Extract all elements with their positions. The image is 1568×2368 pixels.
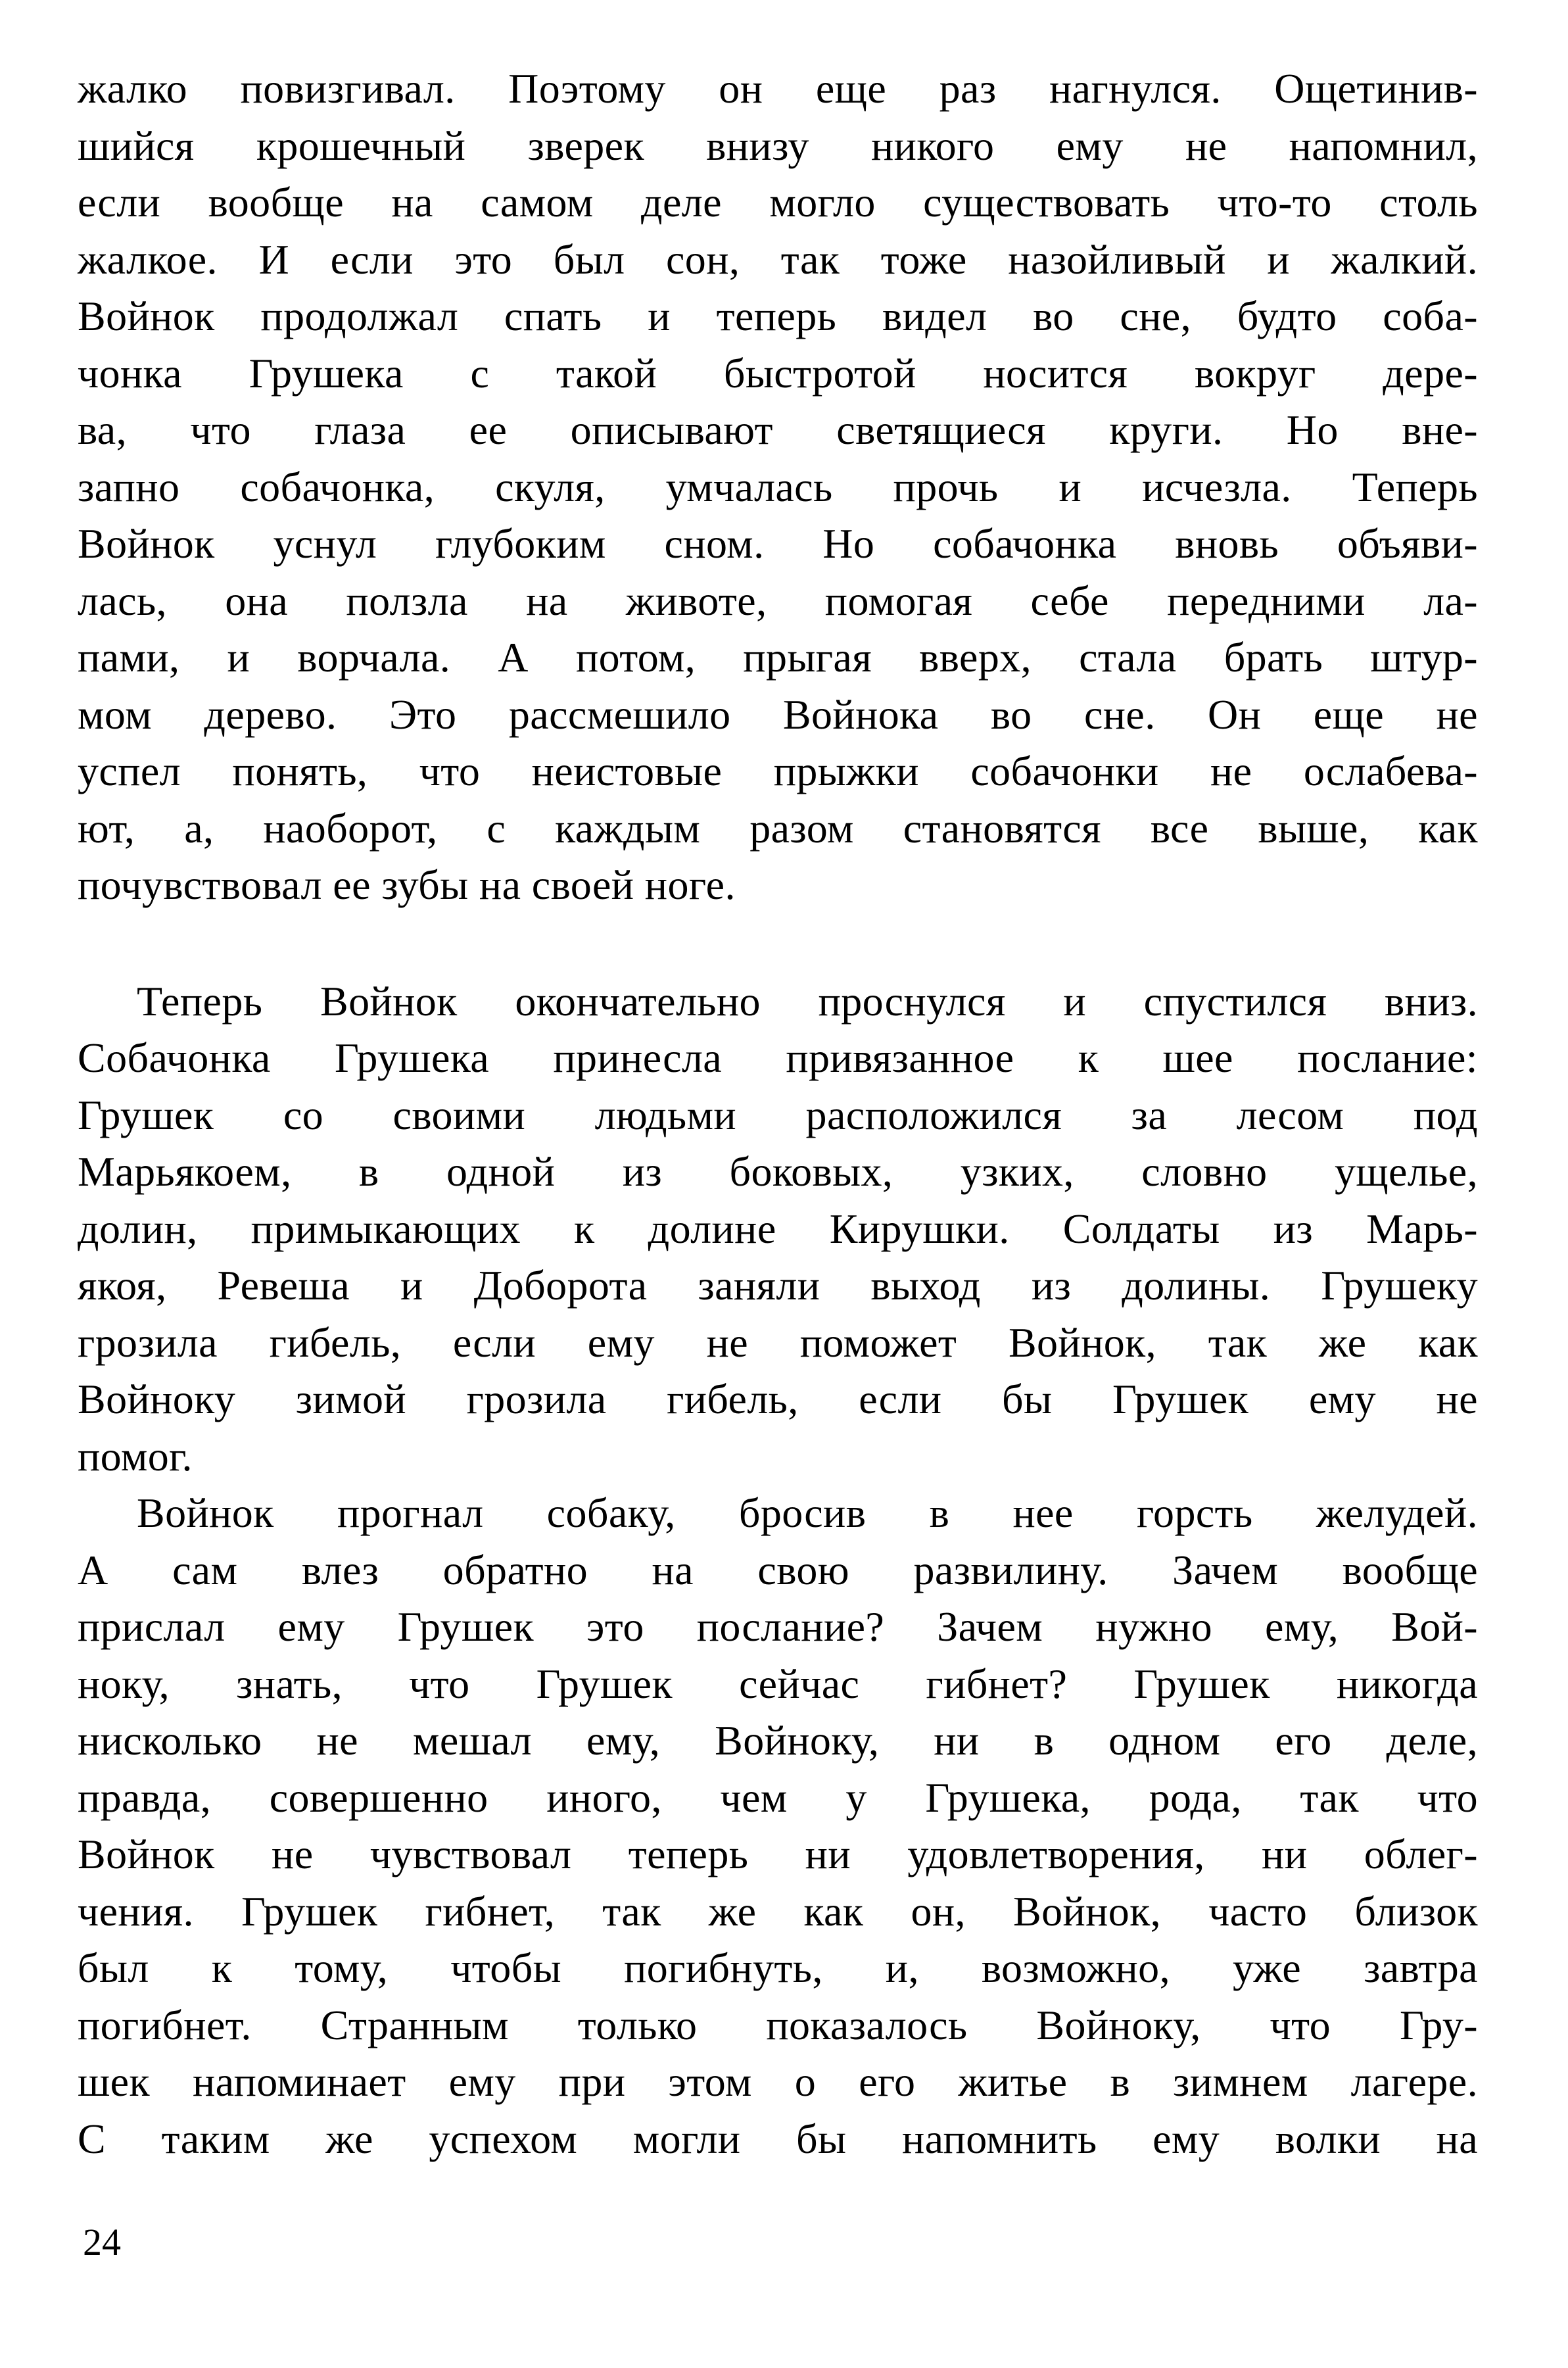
- text-line: А сам влез обратно на свою развилину. Зачем вообще: [78, 1546, 1478, 1593]
- text-line: Собачонка Грушека принесла привязанное к шее послание:: [78, 1034, 1478, 1081]
- text-line: Марьякоем, в одной из боковых, узких, словно ущелье,: [78, 1148, 1478, 1195]
- text-line: чения. Грушек гибнет, так же как он, Войнок, часто близок: [78, 1887, 1478, 1935]
- text-line: Войноку зимой грозила гибель, если бы Грушек ему не: [78, 1376, 1478, 1422]
- paragraph-1: [78, 60, 1478, 914]
- text-line: почувствовал ее зубы на своей ноге.: [78, 861, 736, 908]
- text-line: долин, примыкающих к долине Кирушки. Солдаты из Марь-: [78, 1205, 1478, 1252]
- text-line: пами, и ворчала. А потом, прыгая вверх, стала брать штур-: [78, 634, 1478, 681]
- text-line: Войнок продолжал спать и теперь видел во сне, будто соба-: [78, 293, 1478, 339]
- text-line: успел понять, что неистовые прыжки собачонки не ослабева-: [78, 748, 1478, 794]
- page-number: 24: [83, 2221, 121, 2263]
- text-line: жалкое. И если это был сон, так тоже назойливый и жалкий.: [78, 235, 1478, 283]
- text-line: ва, что глаза ее описывают светящиеся круги. Но вне-: [78, 406, 1478, 453]
- text-line: шийся крошечный зверек внизу никого ему не напомнил,: [78, 122, 1478, 169]
- text-line: жалко повизгивал. Поэтому он еще раз нагнулся. Ощетинив-: [78, 65, 1478, 112]
- text-line: правда, совершенно иного, чем у Грушека, рода, так что: [78, 1774, 1478, 1821]
- text-line: помог.: [78, 1432, 193, 1480]
- text-line: ют, а, наоборот, с каждым разом становятся все выше, как: [78, 804, 1478, 852]
- text-line: Войнок не чувствовал теперь ни удовлетворения, ни облег-: [78, 1831, 1478, 1877]
- text-line: Грушек со своими людьми расположился за лесом под: [78, 1091, 1478, 1138]
- text-line: ноку, знать, что Грушек сейчас гибнет? Грушек никогда: [78, 1660, 1478, 1707]
- paragraph-2: [78, 973, 1478, 1486]
- text-line: чонка Грушека с такой быстротой носится вокруг дере-: [78, 349, 1478, 397]
- text-line: Войнок прогнал собаку, бросив в нее горсть желудей.: [137, 1489, 1478, 1536]
- body-text: [78, 60, 1478, 2167]
- text-line: был к тому, чтобы погибнуть, и, возможно, уже завтра: [78, 1945, 1478, 1991]
- text-line: запно собачонка, скуля, умчалась прочь и исчезла. Теперь: [78, 463, 1478, 510]
- paragraph-3: [78, 1485, 1478, 2167]
- text-line: Теперь Войнок окончательно проснулся и спустился вниз.: [137, 977, 1478, 1025]
- text-line: мом дерево. Это рассмешило Войнока во сне. Он еще не: [78, 690, 1478, 738]
- text-line: погибнет. Странным только показалось Войноку, что Гру-: [78, 2001, 1478, 2048]
- text-line: грозила гибель, если ему не поможет Войнок, так же как: [78, 1318, 1478, 1366]
- text-line: Войнок уснул глубоким сном. Но собачонка вновь объяви-: [78, 520, 1478, 567]
- text-line: если вообще на самом деле могло существовать что-то столь: [78, 179, 1478, 226]
- section-break: [78, 914, 1478, 973]
- text-line: прислал ему Грушек это послание? Зачем нужно ему, Вой-: [78, 1603, 1478, 1650]
- text-line: лась, она ползла на животе, помогая себе передними ла-: [78, 577, 1478, 624]
- text-line: шек напоминает ему при этом о его житье в зимнем лагере.: [78, 2058, 1478, 2105]
- text-line: С таким же успехом могли бы напомнить ему волки на: [78, 2115, 1478, 2162]
- text-line: якоя, Ревеша и Доборота заняли выход из долины. Грушеку: [78, 1262, 1478, 1309]
- text-line: нисколько не мешал ему, Войноку, ни в одном его деле,: [78, 1717, 1478, 1764]
